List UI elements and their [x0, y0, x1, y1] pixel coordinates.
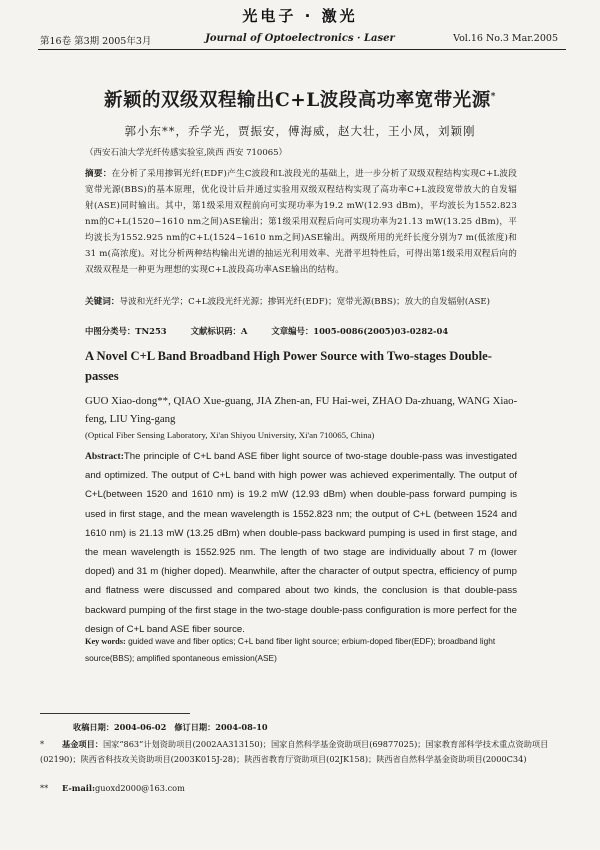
cn-title	[40, 86, 560, 112]
footnote-dates	[65, 722, 268, 733]
en-abstract	[85, 447, 517, 639]
en-abstract-text: The principle of C+L band ASE fiber light source of two-stage double-pass was investigated and optimized. The output of C+L band with high power was achieved experimentally. The output of C+L(between 1520 and 1610 nm) is 19.2 mW (12.93 dBm) when double-pass forward pumping is used in first stage, and the mean wavelength is 1552.823 nm; the output of C+L (between 1524 and 1610 nm) is 21.13 mW (13.25 dBm) when double-pass backward pumping is used in first stage, and the mean wavelength is 1552.925 nm. The length of two stage are individually about 7 m (lower doped) and 31 m (higher doped). Meanwhile, after the character of output spectra, efficiency of pump and flatness were discussed and compared about two kinds, the conclusion is that double-pass backward pumping of the first stage in the two-stage double-pass configuration is more perfect for the design of C+L band ASE fiber source.	[85, 451, 517, 635]
funding-text: 国家“863”计划资助项目(2002AA313150)；国家自然科学基金资助项目(69877025)；国家教育部科学技术重点资助项目(02190)；陕西省科技攻关资助项目(2003K015J-28)；陕西省教育厅资助项目(02JK158)；陕西省自然科学基金资助项目(2000C34)	[40, 739, 549, 764]
cn-title-footnote-mark: *	[490, 91, 496, 102]
en-keywords-label: Key words:	[85, 637, 126, 646]
clc-number: 中图分类号：TN253	[85, 326, 167, 336]
email-label: E-mail:	[62, 783, 96, 793]
en-abstract-label: Abstract:	[85, 451, 124, 462]
cn-authors: 郭小东**，乔学光，贾振安，傅海威，赵大壮，王小凤，刘颖刚	[124, 124, 476, 138]
email-mark: **	[40, 783, 49, 793]
document-code: 文献标识码：A	[190, 326, 248, 336]
cn-keywords-text: 导波和光纤光学；C+L波段光纤光源；掺铒光纤(EDF)；宽带光源(BBS)；放大的自发辐射(ASE)	[119, 297, 491, 307]
header-issue-cn: 第16卷 第3期 2005年3月	[40, 36, 152, 47]
en-keywords-text: guided wave and fiber optics; C+L band fiber light source; erbium-doped fiber(EDF); broadband light source(BBS); amplified spontaneous emission(ASE)	[85, 636, 496, 663]
en-authors: GUO Xiao-dong**, QIAO Xue-guang, JIA Zhen-an, FU Hai-wei, ZHAO Da-zhuang, WANG Xiao-feng, LIU Ying-gang	[85, 395, 518, 425]
header-issue-en: Vol.16 No.3 Mar.2005	[453, 33, 558, 44]
email-value: guoxd2000@163.com	[95, 783, 185, 793]
footnote-funding	[40, 737, 565, 767]
cn-title-text: 新颖的双级双程输出C+L波段高功率宽带光源	[104, 90, 491, 111]
revised-date: 修订日期：2004-08-10	[174, 722, 268, 732]
cn-classification	[85, 325, 517, 337]
cn-keywords-label: 关键词：	[85, 297, 120, 307]
cn-abstract-label: 摘要：	[85, 169, 112, 179]
header-rule	[38, 49, 566, 50]
funding-label: 基金项目：	[62, 739, 103, 749]
funding-mark: *	[40, 739, 45, 749]
footnote-rule	[40, 713, 190, 714]
en-affiliation: (Optical Fiber Sensing Laboratory, Xi'an Shiyou University, Xi'an 710065, China)	[85, 430, 375, 440]
footnote-email	[40, 783, 185, 793]
received-date: 收稿日期：2004-06-02	[73, 722, 167, 732]
article-id: 文章编号：1005-0086(2005)03-0282-04	[271, 326, 449, 336]
cn-abstract-text: 在分析了采用掺铒光纤(EDF)产生C波段和L波段光的基础上，进一步分析了双级双程结构实现C+L波段宽带光源(BBS)的基本原理，优化设计后并通过实验用双级双程结构实现了高功率C+L波段宽带放大的自发辐射(ASE)同时输出。其中，第1级采用双程前向可实现功率为19.2 mW(12.93 dBm)，平均波长为1552.823 nm的C+L(1520~1610 nm之间)ASE输出；第1级采用双程后向可实现功率为21.13 mW(13.25 dBm)，平均波长为1552.925 nm的C+L(1524~1610 nm之间)ASE输出。两级所用的光纤长度分别为7 m(低浓度)和31 m(高浓度)。对比分析两种结构输出光谱的抽运光利用效率、光滑平坦特性后，可得出第1级采用双程后向的双级双程是一种更为理想的实现C+L波段高功率ASE输出的结构。	[85, 169, 517, 275]
cn-affiliation: （西安石油大学光纤传感实验室,陕西 西安 710065）	[85, 148, 288, 158]
cn-abstract	[85, 166, 517, 278]
journal-logo: 光电子 · 激光	[242, 7, 358, 25]
en-title: A Novel C+L Band Broadband High Power Source with Two-stages Double-passes	[85, 349, 492, 383]
en-keywords	[85, 633, 517, 666]
cn-keywords	[85, 294, 517, 310]
header-journal-name: Journal of Optoelectronics · Laser	[205, 33, 395, 44]
